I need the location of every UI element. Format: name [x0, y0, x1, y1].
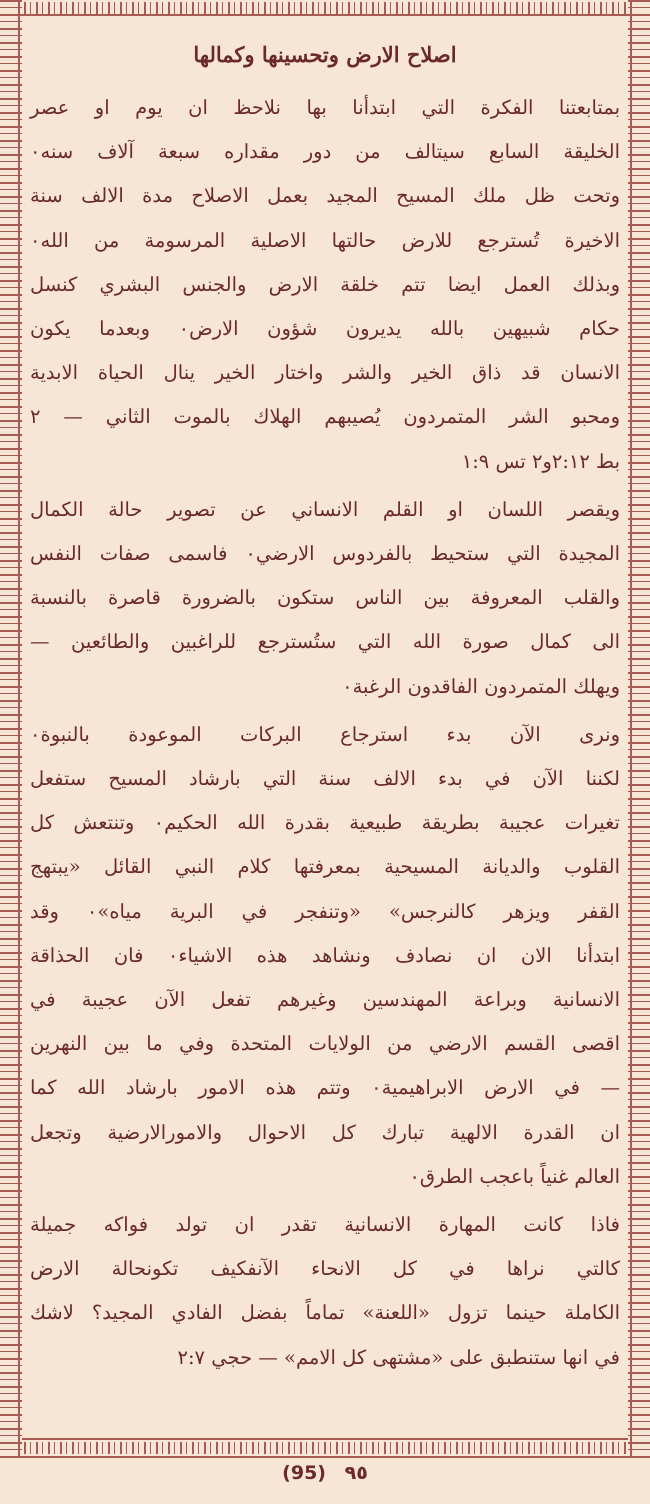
text-line: كالتي نراها في كل الانحاء الآنفكيف تكونحالة الارض [30, 1257, 620, 1281]
text-line: الانسان قد ذاق الخير والشر واختار الخير ينال الحياة الابدية [30, 361, 620, 385]
text-line: الى كمال صورة الله التي ستُسترجع للراغبين والطائعين — [30, 630, 620, 654]
page-number-arabic: ٩٥ [344, 1462, 368, 1484]
decorative-border-left [0, 0, 22, 1458]
text-line: تغيرات عجيبة بطريقة طبيعية بقدرة الله الحكيم٠ وتنتعش كل [30, 811, 620, 835]
decorative-border-bottom [0, 1438, 650, 1458]
text-line: ومحبو الشر المتمردون يُصيبهم الهلاك بالموت الثاني — ٢ [30, 405, 620, 429]
text-line: — في الارض الابراهيمية٠ وتتم هذه الامور بارشاد الله كما [30, 1076, 621, 1100]
paragraph [30, 488, 620, 709]
text-line: المجيدة التي ستحيط بالفردوس الارضي٠ فاسمى صفات النفس [30, 542, 621, 566]
page-content [30, 22, 620, 1432]
paragraph [30, 713, 620, 1199]
text-line: لكننا الآن في بدء الالف سنة التي بارشاد المسيح ستفعل [30, 767, 620, 791]
decorative-border-right [628, 0, 650, 1458]
text-line: الاخيرة تُسترجع للارض حالتها الاصلية المرسومة من الله٠ [30, 228, 620, 252]
body-text [30, 86, 620, 1380]
text-line: اقصى القسم الارضي من الولايات المتحدة وفي ما بين النهرين [30, 1032, 620, 1056]
text-line: بط ٢:١٢و٢ تس ١:٩ [461, 449, 620, 473]
page-footer [0, 1462, 650, 1484]
text-line: ويهلك المتمردون الفاقدون الرغبة٠ [342, 674, 620, 698]
text-line: حكام شبيهين بالله يديرون شؤون الارض٠ وبعدما يكون [30, 317, 620, 341]
decorative-border-top [0, 0, 650, 16]
text-line: العالم غنياً باعجب الطرق٠ [409, 1164, 620, 1188]
page-title: اصلاح الارض وتحسينها وكمالها [193, 42, 457, 67]
text-line: القفر ويزهر كالنرجس» «وتنفجر في البرية مياه»٠ وقد [30, 899, 620, 923]
paragraph [30, 1203, 620, 1380]
text-line: ان القدرة الالهية تبارك كل الاحوال والامورالارضية وتجعل [30, 1120, 620, 1144]
text-line: وبذلك العمل ايضا تتم خلقة الارض والجنس البشري كنسل [30, 272, 620, 296]
paragraph [30, 86, 620, 484]
text-line: ويقصر اللسان او القلم الانساني عن تصوير حالة الكمال [30, 497, 620, 521]
text-line: بمتابعتنا الفكرة التي ابتدأنا بها نلاحظ ان يوم او عصر [30, 96, 620, 119]
text-line: وتحت ظل ملك المسيح المجيد بعمل الاصلاح مدة الالف سنة [30, 184, 620, 208]
text-line: في انها ستنطبق على «مشتهى كل الامم» — حجي ٢:٧ [177, 1345, 620, 1369]
text-line: ونرى الآن بدء استرجاع البركات الموعودة بالنبوة٠ [30, 722, 620, 746]
text-line: الخليقة السابع سيتالف من دور مقداره سبعة آلاف سنه٠ [30, 140, 620, 164]
text-line: الانسانية وبراعة المهندسين وغيرهم تفعل الآن عجيبة في [30, 988, 620, 1012]
page-number: (95) [282, 1462, 326, 1484]
text-line: الكاملة حينما تزول «اللعنة» تماماً بفضل الفادي المجيد؟ لاشك [30, 1301, 620, 1325]
text-line: ابتدأنا الان ان نصادف ونشاهد هذه الاشياء٠ فان الحذاقة [30, 943, 620, 967]
text-line: فاذا كانت المهارة الانسانية تقدر ان تولد فواكه جميلة [30, 1213, 620, 1237]
text-line: والقلب المعروفة بين الناس ستكون بالضرورة قاصرة بالنسبة [30, 586, 620, 610]
text-line: القلوب والديانة المسيحية بمعرفتها كلام النبي القائل «يبتهج [30, 855, 620, 879]
